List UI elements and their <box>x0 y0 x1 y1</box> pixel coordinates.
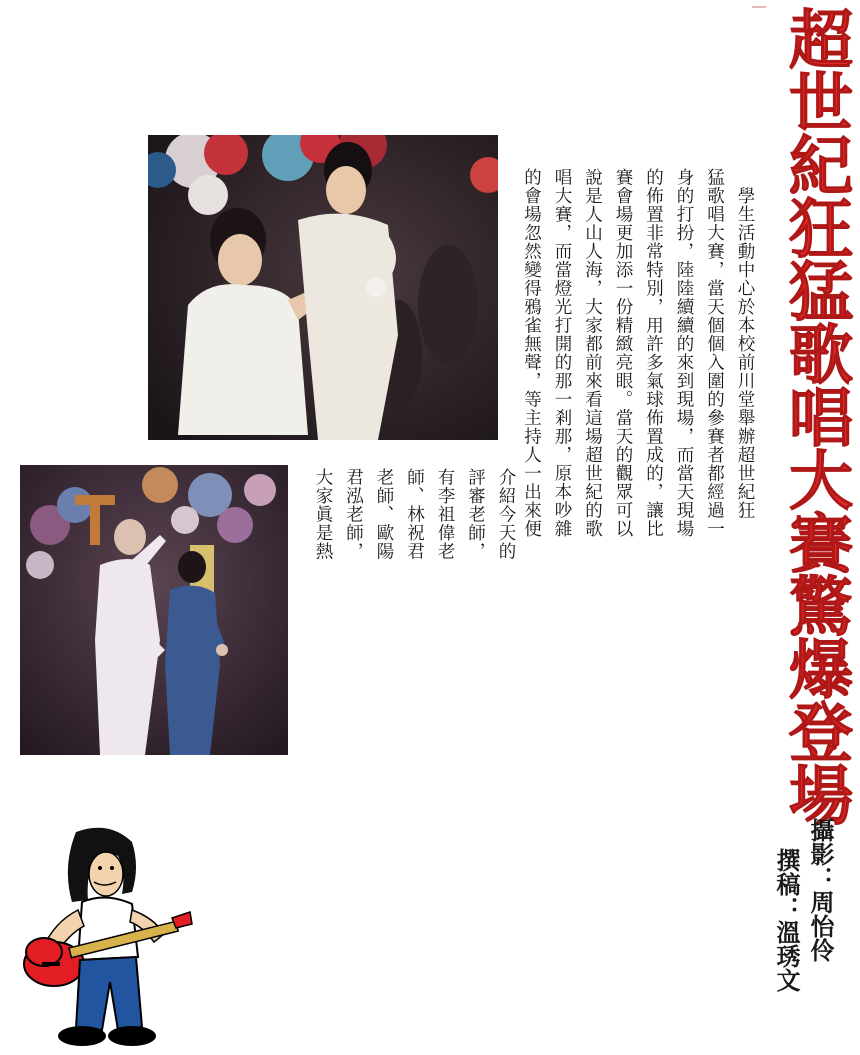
text-column: 說是人山人海，大家都前來看這場超世紀的歌 <box>582 168 603 538</box>
article-title: 超世紀狂猛歌唱大賽驚爆登場 <box>778 6 852 825</box>
photo-credit: 攝影：周怡伶 <box>806 818 834 962</box>
text-column: 的會場忽然變得鴉雀無聲，等主持人一出來便 <box>521 168 542 538</box>
text-column: 賽會場更加添一份精緻亮眼。當天的觀眾可以 <box>613 168 633 538</box>
duo-singing-photo <box>20 465 288 755</box>
writer-credit: 撰稿：溫琇文 <box>772 848 800 992</box>
award-ceremony-photo <box>148 135 498 440</box>
text-column: 介紹今天的 <box>496 468 516 561</box>
text-column: 身的打扮，陸陸續續的來到現場，而當天現場 <box>674 168 694 538</box>
text-column: 君泓老師， <box>343 468 364 561</box>
text-column: 有李祖偉老 <box>435 468 455 561</box>
text-column: 猛歌唱大賽，當天個個入圍的參賽者都經過一 <box>704 168 725 538</box>
text-column: 評審老師， <box>465 468 486 561</box>
text-column: 唱大賽，而當燈光打開的那一剎那，原本吵雜 <box>552 168 572 538</box>
decorative-mark <box>752 6 766 16</box>
guitarist-cartoon <box>14 822 194 1050</box>
text-column: 的佈置非常特別，用許多氣球佈置成的，讓比 <box>643 168 664 538</box>
text-column: 學生活動中心於本校前川堂舉辦超世紀狂 <box>735 168 755 520</box>
text-column: 大家眞是熱 <box>313 468 333 561</box>
text-column: 老師、歐陽 <box>374 468 394 561</box>
text-column: 師、林祝君 <box>404 468 425 561</box>
